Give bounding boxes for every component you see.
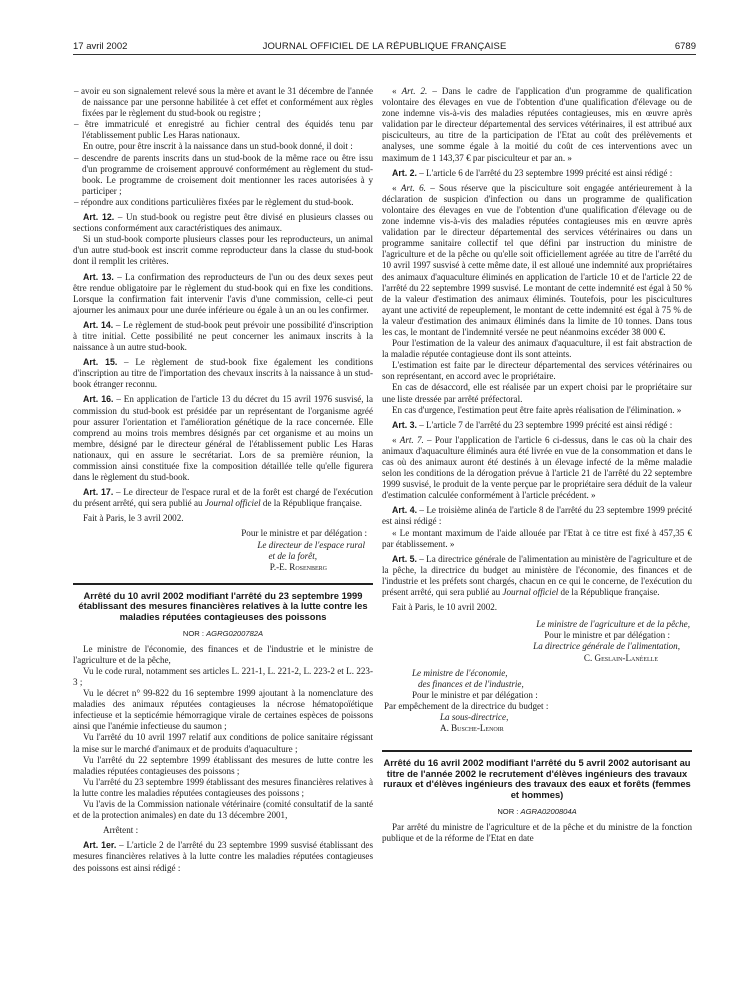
decree-title: Arrêté du 16 avril 2002 modifiant l'arrêté du 5 avril 2002 autorisant au titre de l'année 2002 le recrutement d'élèves ingénieurs des travaux ruraux et d'élèves ingénieurs des travaux des eaux et forêts (femmes et hommes) <box>382 750 692 800</box>
visa-item: Vu l'arrêté du 23 septembre 1999 établissant des mesures financières relatives à la lutte contre les maladies réputées contagieuses des poissons ; <box>73 776 373 798</box>
article-2: Art. 2. – L'article 6 de l'arrêté du 23 septembre 1999 précité est ainsi rédigé : <box>392 167 673 178</box>
left-column <box>73 86 373 874</box>
paragraph: « Le montant maximum de l'aide allouée par l'Etat à ce titre est fixé à 457,35 € par établissement. » <box>382 527 692 549</box>
right-column <box>382 86 692 844</box>
condition-item: – avoir eu son signalement relevé sous la mère et avant le 31 décembre de l'année de naissance par une personne habilitée à cet effet et conformément aux règles fixées par le règlement du stud-book ou registre ; <box>74 86 373 119</box>
article-label: Art. 5. <box>392 553 417 564</box>
article-12: Art. 12. – Un stud-book ou registre peut être divisé en plusieurs classes ou sections conformément aux caractéristiques des animaux. <box>73 212 373 234</box>
condition-item: – répondre aux conditions particulières fixées par le règlement du stud-book. <box>74 196 354 207</box>
quoted-article-6: « Art. 6. – Sous réserve que la pisciculture soit engagée antérieurement à la déclaration de suspicion d'infection ou dans un programme de qualification volontaire des élevages en vue de l'obtention d'une qualification d'élevage ou de zone indemne vis-à-vis des maladies réputées contagieuses mis en œuvre après validation par le directeur départemental des services vétérinaires ou dans un programme sanitaire collectif tel que défini par instruction du ministre de l'agriculture et de la pêche ou qu'elle soit officiellement agréée au titre de l'arrêté du 10 avril 1997 susvisé à cette même date, il est alloué une indemnité aux propriétaires des animaux d'aquaculture éliminés en application de l'article 10 et de l'article 22 de l'arrêté du 22 septembre 1999 susvisé. Le montant de cette indemnité est égal à 50 % de la valeur d'estimation des animaux éliminés. Toutefois, pour les piscicultures ayant une activité de repeuplement, le montant de cette indemnité est égal à 75 % de la valeur d'estimation des animaux éliminés dans la limite de 10 tonnes. Dans tous les cas, le montant de l'indemnité versée ne peut néanmoins excéder 38 000 €. <box>382 182 692 337</box>
quoted-article-2: « Art. 2. – Dans le cadre de l'application d'un programme de qualification volontaire des élevages en vue de l'obtention d'une qualification d'élevage ou de zone indemne vis-à-vis des maladies réputées contagieuses, mis en œuvre après validation par le directeur départemental des services vétérinaires, il est attribué aux pisciculteurs, au titre de la participation de l'Etat au coût des prélèvements et analyses, une somme égale à la moitié du coût de ces interventions avec un maximum de 1 143,37 € par pisciculteur et par an. » <box>382 86 692 163</box>
signatory-name: C. Geslain-Lanéelle <box>583 652 658 663</box>
signatory-name: P.-E. Rosenberg <box>269 561 327 572</box>
header-journal-title: JOURNAL OFFICIEL DE LA RÉPUBLIQUE FRANÇAISE <box>262 41 507 52</box>
article-15: Art. 15. – Le règlement de stud-book fixe également les conditions d'inscription au titre de l'importation des chevaux inscrits à la naissance à un stud-book étranger reconnu. <box>73 357 373 390</box>
article-3: Art. 3. – L'article 7 de l'arrêté du 23 septembre 1999 précité est ainsi rédigé : <box>392 419 673 430</box>
signature-block: Pour le ministre et par délégation : Le directeur de l'espace rural et de la forêt, P.-E. Rosenberg <box>73 528 373 572</box>
visa-item: Vu l'arrêté du 22 septembre 1999 établissant des mesures de lutte contre les maladies réputées contagieuses des poissons ; <box>73 754 373 776</box>
paragraph: Si un stud-book comporte plusieurs classes pour les reproducteurs, un animal d'un autre stud-book est inscrit comme reproducteur dans la classe du stud-book dont il remplit les critères. <box>73 234 373 267</box>
article-13: Art. 13. – La confirmation des reproducteurs de l'un ou des deux sexes peut être rendue obligatoire par le règlement du stud-book qui en fixe les conditions. Lorsque la confirmation fait intervenir l'avis d'une commission, celle-ci peut ajourner les animaux pour une durée inférieure ou égale à un an ou les confirmer. <box>73 271 374 315</box>
condition-item: – descendre de parents inscrits dans un stud-book de la même race ou être issu d'un programme de croisement approuvé conformément au règlement du stud-book. Le programme de croisement doit mentionner les races autorisées à y participer ; <box>74 152 373 196</box>
article-label: Art. 16. <box>83 394 114 405</box>
signature-block: Le ministre de l'agriculture et de la pêche, Pour le ministre et par délégation : La directrice générale de l'alimentation, C. Geslain-Lanéelle <box>382 619 692 663</box>
article-label: Art. 12. <box>83 212 115 223</box>
condition-item: – être immatriculé et enregistré au fichier central des équidés tenu par l'établissement public Les Haras nationaux. <box>74 119 373 141</box>
header-page-number: 6789 <box>674 41 696 52</box>
page-header <box>73 41 696 55</box>
paragraph: Par arrêté du ministre de l'agriculture et de la pêche et du ministre de la fonction publique et de la réforme de l'Etat en date <box>382 821 692 843</box>
arretent: Arrêtent : <box>103 825 139 836</box>
paragraph: En cas d'urgence, l'estimation peut être faite après réalisation de l'élimination. » <box>392 404 682 415</box>
nor-reference: NOR : AGRA0200804A <box>497 806 577 816</box>
article-16: Art. 16. – En application de l'article 13 du décret du 15 avril 1976 susvisé, la commission du stud-book est présidée par un représentant de l'organisme agréé pour assurer l'orientation et l'amélioration génétique de la race concernée. Elle comprend au moins trois membres désignés par cet organisme et au moins un membre, désigné par le directeur général de l'établissement public Les Haras nationaux, qui en assure le secrétariat. Lors de sa première réunion, la commission ainsi constituée fixe la composition détaillée telle qu'elle figurera dans le règlement du stud-book. <box>73 394 373 483</box>
decree-title: Arrêté du 10 avril 2002 modifiant l'arrêté du 23 septembre 1999 établissant des mesures financières relatives à la lutte contre les maladies réputées contagieuses des poissons <box>73 583 373 623</box>
visa-item: Vu l'arrêté du 10 avril 1997 relatif aux conditions de police sanitaire régissant la mise sur le marché d'animaux et de produits d'aquaculture ; <box>73 732 373 754</box>
article-label: Art. 15. <box>83 357 118 368</box>
visa-item: Vu l'avis de la Commission nationale vétérinaire (comité consultatif de la santé et de la protection animales) en date du 13 décembre 2001, <box>73 799 373 821</box>
paragraph: En cas de désaccord, elle est réalisée par un expert choisi par le propriétaire sur une liste dressée par arrêté préfectoral. <box>382 382 692 404</box>
signature-block: Le ministre de l'économie, des finances et de l'industrie, Pour le ministre et par délégation : Par empêchement de la directrice du budget : La sous-directrice, A. Busche-Lenoir <box>382 668 692 735</box>
paragraph: L'estimation est faite par le directeur départemental des services vétérinaires ou son représentant, en accord avec le propriétaire. <box>382 360 692 382</box>
quoted-article-7: « Art. 7. – Pour l'application de l'article 6 ci-dessus, dans le cas où la chair des animaux d'aquaculture éliminés aura été livrée en vue de la consommation et dans le cas où des animaux auront été destinés à un élevage infecté de la même maladie selon les conditions de la dérogation prévue à l'article 21 de l'arrêté du 22 septembre 1999 susvisé, le produit de la vente perçue par le propriétaire sera déduit de la valeur d'estimation calculée conformément à l'article précédent. » <box>382 434 692 501</box>
paragraph: Le ministre de l'économie, des finances et de l'industrie et le ministre de l'agriculture et de la pêche, <box>73 643 373 665</box>
paragraph: En outre, pour être inscrit à la naissance dans un stud-book donné, il doit : <box>83 141 353 152</box>
article-label: Art. 14. <box>83 319 114 330</box>
header-date: 17 avril 2002 <box>73 41 128 52</box>
article-label: Art. 3. <box>392 419 417 430</box>
place-date: Fait à Paris, le 10 avril 2002. <box>392 602 498 613</box>
article-17: Art. 17. – Le directeur de l'espace rural et de la forêt est chargé de l'exécution du présent arrêté, qui sera publié au Journal officiel de la République française. <box>73 487 373 509</box>
place-date: Fait à Paris, le 3 avril 2002. <box>83 513 184 524</box>
article-4: Art. 4. – Le troisième alinéa de l'article 8 de l'arrêté du 23 septembre 1999 précité est ainsi rédigé : <box>382 505 692 527</box>
visa-item: Vu le décret n° 99-822 du 16 septembre 1999 ajoutant à la nomenclature des maladies des animaux réputées contagieuses la nécrose hématopoïétique infectieuse et la septicémie hémorragique virale de certaines espèces de poissons ainsi que l'anémie infectieuse du saumon ; <box>73 688 373 732</box>
article-1: Art. 1er. – L'article 2 de l'arrêté du 23 septembre 1999 susvisé établissant des mesures financières relatives à la lutte contre les maladies réputées contagieuses des poissons est ainsi rédigé : <box>73 840 373 873</box>
article-label: Art. 1er. <box>83 840 117 851</box>
article-label: Art. 2. <box>392 167 417 178</box>
visa-item: Vu le code rural, notamment ses articles L. 221-1, L. 221-2, L. 223-2 et L. 223-3 ; <box>73 665 373 687</box>
article-label: Art. 17. <box>83 487 114 498</box>
nor-reference: NOR : AGRG0200782A <box>182 628 264 638</box>
signatory-name: A. Busche-Lenoir <box>440 723 504 734</box>
article-label: Art. 4. <box>392 505 418 516</box>
article-5: Art. 5. – La directrice générale de l'alimentation au ministère de l'agriculture et de la pêche, la directrice du budget au ministère de l'économie, des finances et de l'industrie et les préfets sont chargés, chacun en ce qui le concerne, de l'exécution du présent arrêté, qui sera publié au Journal officiel de la République française. <box>382 553 692 598</box>
paragraph: Pour l'estimation de la valeur des animaux d'aquaculture, il est fait abstraction de la maladie réputée contagieuse dont ils sont atteints. <box>382 338 692 360</box>
article-14: Art. 14. – Le règlement de stud-book peut prévoir une possibilité d'inscription à titre initial. Cette possibilité ne peut concerner les animaux inscrits à la naissance à un autre stud-book. <box>73 319 373 353</box>
article-label: Art. 13. <box>83 271 114 282</box>
